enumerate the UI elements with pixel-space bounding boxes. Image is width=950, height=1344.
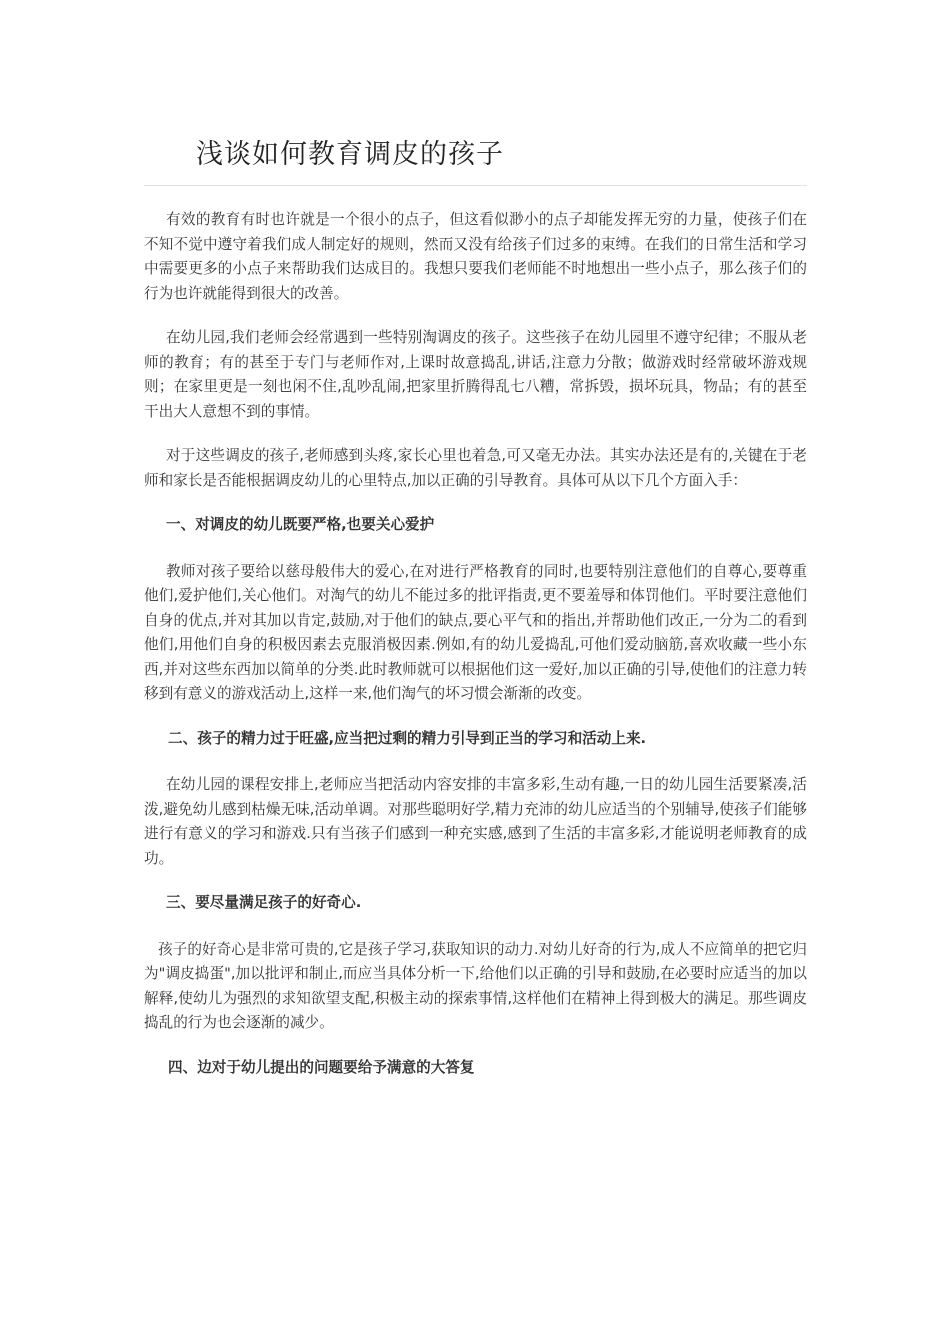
- intro-paragraph: 有效的教育有时也许就是一个很小的点子，但这看似渺小的点子却能发挥无穷的力量，使孩子们在不知不觉中遵守着我们成人制定好的规则，然而又没有给孩子们过多的束缚。在我们的日常生活和学习中需要更多的小点子来帮助我们达成目的。我想只要我们老师能不时地想出一些小点子，那么孩子们的行为也许就能得到很大的改善。: [144, 211, 807, 302]
- section-heading-1: 一、对调皮的幼儿既要严格,也要关心爱护: [166, 516, 435, 533]
- section-text-2: 在幼儿园的课程安排上,老师应当把活动内容安排的丰富多彩,生动有趣,一日的幼儿园生活要紧凑,活泼,避免幼儿感到枯燥无味,活动单调。对那些聪明好学,精力充沛的幼儿应适当的个别辅导,使孩子们能够进行有意义的学习和游戏.只有当孩子们感到一种充实感,感到了生活的丰富多彩,才能说明老师教育的成功。: [144, 776, 807, 867]
- section-heading-4: 四、边对于幼儿提出的问题要给予满意的大答复: [168, 1058, 475, 1076]
- article-title: 浅谈如何教育调皮的孩子: [196, 139, 504, 170]
- section-text-1: 教师对孩子要给以慈母般伟大的爱心,在对进行严格教育的同时,也要特别注意他们的自尊心,要尊重他们,爱护他们,关心他们。对淘气的幼儿不能过多的批评指责,更不要羞辱和体罚他们。平时要注意他们自身的优点,并对其加以肯定,鼓励,对于他们的缺点,要心平气和的指出,并帮助他们改正,一分为二的看到他们,用他们自身的积极因素去克服消极因素.例如,有的幼儿爱捣乱,可他们爱动脑筋,喜欢收藏一些小东西,并对这些东西加以简单的分类.此时教师就可以根据他们这一爱好,加以正确的引导,使他们的注意力转移到有意义的游戏活动上,这样一来,他们淘气的坏习惯会渐渐的改变。: [144, 562, 807, 702]
- section-text-3: 孩子的好奇心是非常可贵的,它是孩子学习,获取知识的动力.对幼儿好奇的行为,成人不应简单的把它归为"调皮捣蛋",加以批评和制止,而应当具体分析一下,给他们以正确的引导和鼓励,在必要时应适当的加以解释,使幼儿为强烈的求知欲望支配,积极主动的探索事情,这样他们在精神上得到极大的满足。那些调皮捣乱的行为也会逐渐的减少。: [144, 940, 807, 1031]
- section-heading-3: 三、要尽量满足孩子的好奇心.: [166, 894, 362, 911]
- title-divider: [144, 185, 807, 186]
- article-body: [144, 208, 807, 1102]
- methods-paragraph: 对于这些调皮的孩子,老师感到头疼,家长心里也着急,可又毫无办法。其实办法还是有的,关键在于老师和家长是否能根据调皮幼儿的心里特点,加以正确的引导教育。具体可从以下几个方面入手：: [144, 447, 807, 489]
- section-heading-2: 二、孩子的精力过于旺盛,应当把过剩的精力引导到正当的学习和活动上来.: [168, 729, 647, 747]
- kindergarten-paragraph: 在幼儿园,我们老师会经常遇到一些特别淘调皮的孩子。这些孩子在幼儿园里不遵守纪律；不服从老师的教育；有的甚至于专门与老师作对,上课时故意捣乱,讲话,注意力分散；做游戏时经常破坏游戏规则；在家里更是一刻也闲不住,乱吵乱闹,把家里折腾得乱七八糟，常拆毁，损坏玩具，物品；有的甚至干出大人意想不到的事情。: [144, 329, 807, 420]
